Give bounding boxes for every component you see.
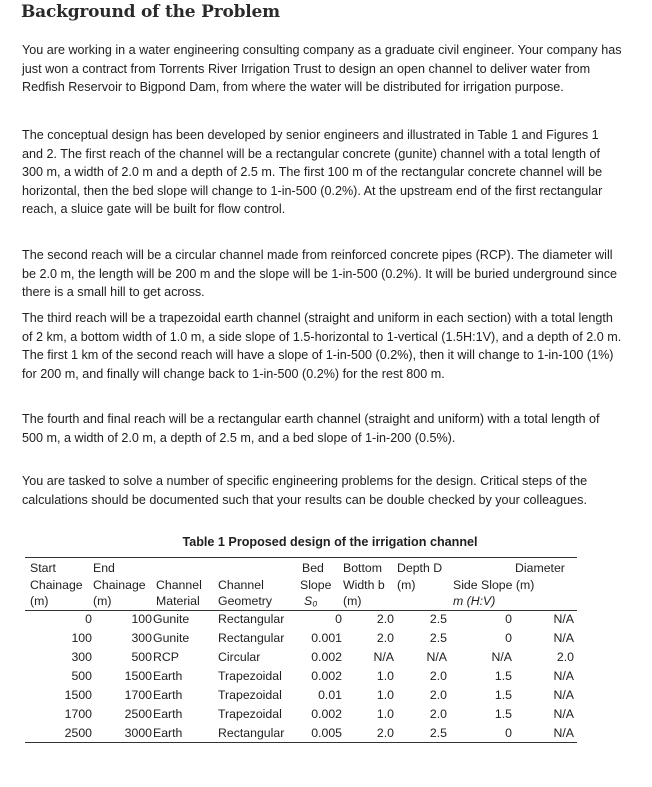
cell-width: 2.0 (376, 726, 394, 740)
cell-width: N/A (373, 650, 394, 664)
cell-material: Earth (153, 726, 183, 740)
cell-end: 300 (131, 631, 152, 645)
header-slope-line3: S₀ (304, 594, 318, 608)
cell-slope: 0.01 (318, 688, 342, 702)
cell-side-slope: 1.5 (494, 669, 512, 683)
header-geometry-line2: Geometry (218, 594, 272, 608)
cell-end: 3000 (124, 726, 152, 740)
cell-start: 300 (71, 650, 92, 664)
table-caption: Table 1 Proposed design of the irrigation channel (182, 535, 478, 549)
cell-depth: 2.0 (429, 669, 447, 683)
cell-end: 100 (131, 612, 152, 626)
cell-end: 2500 (124, 707, 152, 721)
cell-side-slope: N/A (491, 650, 512, 664)
header-width-line1: Bottom (343, 561, 382, 575)
cell-material: Earth (153, 707, 183, 721)
cell-material: Earth (153, 688, 183, 702)
cell-slope: 0.002 (311, 650, 342, 664)
cell-start: 500 (71, 669, 92, 683)
header-start-line3: (m) (30, 594, 49, 608)
paragraph-third-reach: The third reach will be a trapezoidal earth channel (straight and uniform in each section) with a total length of 2 km, a bottom width of 1.0 m, a side slope of 1.5-horizontal to 1-vertical (1.5H:1V), and a depth of 2.0 m. The first 1 km of the second reach will have a slope of 1-in-500 (0.2%), then it will change to 1-in-100 (1%) for 200 m, and finally will change back to 1-in-500 (0.2%) for the rest 800 m. (22, 311, 622, 381)
header-diameter: Diameter (515, 561, 565, 575)
cell-width: 2.0 (376, 631, 394, 645)
paragraph-second-reach: The second reach will be a circular channel made from reinforced concrete pipes (RCP). The diameter will be 2.0 m, the length will be 200 m and the slope will be 1-in-500 (0.2%). It will be buried underground since there is a small hill to get across. (22, 248, 618, 300)
cell-depth: 2.0 (429, 688, 447, 702)
cell-geometry: Trapezoidal (218, 669, 282, 683)
cell-diameter: N/A (553, 688, 574, 702)
cell-width: 2.0 (376, 612, 394, 626)
cell-diameter: N/A (553, 726, 574, 740)
header-end-line1: End (93, 561, 115, 575)
cell-end: 1500 (124, 669, 152, 683)
header-end-line3: (m) (93, 594, 112, 608)
cell-diameter: 2.0 (556, 650, 574, 664)
header-start-line2: Chainage (30, 578, 83, 592)
cell-material: Earth (153, 669, 183, 683)
header-geometry-line1: Channel (218, 578, 264, 592)
cell-end: 500 (131, 650, 152, 664)
header-slope-line2: Slope (300, 578, 332, 592)
cell-start: 100 (71, 631, 92, 645)
header-depth-line1: Depth D (397, 561, 443, 575)
table-top-rule (25, 557, 577, 558)
paragraph-intro: You are working in a water engineering consulting company as a graduate civil engineer. Your company has just won a contract from Torrents River Irrigation Trust to design an open channel to deliver water from Redfish Reservoir to Bigpond Dam, from where the water will be distributed for irrigation purpose. (22, 43, 622, 95)
header-width-line2: Width b (343, 578, 385, 592)
cell-side-slope: 0 (505, 612, 512, 626)
cell-geometry: Trapezoidal (218, 688, 282, 702)
cell-slope: 0 (335, 612, 342, 626)
header-width-line3: (m) (343, 594, 362, 608)
cell-start: 0 (85, 612, 92, 626)
header-depth-line2: (m) (397, 578, 416, 592)
cell-material: RCP (153, 650, 179, 664)
cell-width: 1.0 (376, 707, 394, 721)
cell-start: 2500 (64, 726, 92, 740)
cell-material: Gunite (153, 631, 190, 645)
cell-geometry: Rectangular (218, 631, 285, 645)
cell-diameter: N/A (553, 612, 574, 626)
cell-geometry: Rectangular (218, 726, 285, 740)
header-end-line2: Chainage (93, 578, 146, 592)
cell-slope: 0.005 (311, 726, 342, 740)
cell-start: 1500 (64, 688, 92, 702)
paragraph-task: You are tasked to solve a number of specific engineering problems for the design. Critical steps of the calculations should be documented such that your results can be double checked by your colleagues. (22, 474, 588, 507)
header-material-line2: Material (156, 594, 200, 608)
cell-diameter: N/A (553, 631, 574, 645)
cell-material: Gunite (153, 612, 190, 626)
cell-width: 1.0 (376, 669, 394, 683)
cell-depth: N/A (426, 650, 447, 664)
paragraph-first-reach: The conceptual design has been developed by senior engineers and illustrated in Table 1 and Figures 1 and 2. The first reach of the channel will be a rectangular concrete (gunite) channel with a total length of 300 m, a width of 2.0 m and a depth of 2.5 m. The first 100 m of the rectangular concrete channel will be horizontal, then the bed slope will change to 1-in-500 (0.2%). At the upstream end of the first rectangular reach, a sluice gate will be built for flow control. (22, 128, 603, 217)
cell-depth: 2.5 (429, 631, 447, 645)
cell-slope: 0.002 (311, 669, 342, 683)
cell-slope: 0.002 (311, 707, 342, 721)
header-material-line1: Channel (156, 578, 202, 592)
cell-geometry: Rectangular (218, 612, 285, 626)
paragraph-fourth-reach: The fourth and final reach will be a rectangular earth channel (straight and uniform) with a total length of 500 m, a width of 2.0 m, a depth of 2.5 m, and a bed slope of 1-in-200 (0.5%). (22, 412, 600, 445)
cell-geometry: Circular (218, 650, 261, 664)
cell-depth: 2.0 (429, 707, 447, 721)
cell-side-slope: 1.5 (494, 688, 512, 702)
cell-width: 1.0 (376, 688, 394, 702)
cell-geometry: Trapezoidal (218, 707, 282, 721)
header-side-slope-line2: m (H:V) (453, 594, 496, 608)
cell-depth: 2.5 (429, 612, 447, 626)
table-bottom-rule (25, 742, 577, 743)
cell-diameter: N/A (553, 707, 574, 721)
cell-side-slope: 0 (505, 631, 512, 645)
cell-start: 1700 (64, 707, 92, 721)
cell-depth: 2.5 (429, 726, 447, 740)
cell-slope: 0.001 (311, 631, 342, 645)
header-side-slope-line1: Side Slope (m) (453, 578, 535, 592)
header-slope-line1: Bed (302, 561, 324, 575)
cell-end: 1700 (124, 688, 152, 702)
page-title: Background of the Problem (21, 2, 280, 22)
cell-side-slope: 0 (505, 726, 512, 740)
header-start-line1: Start (30, 561, 56, 575)
cell-diameter: N/A (553, 669, 574, 683)
cell-side-slope: 1.5 (494, 707, 512, 721)
table-header-rule (25, 610, 577, 611)
